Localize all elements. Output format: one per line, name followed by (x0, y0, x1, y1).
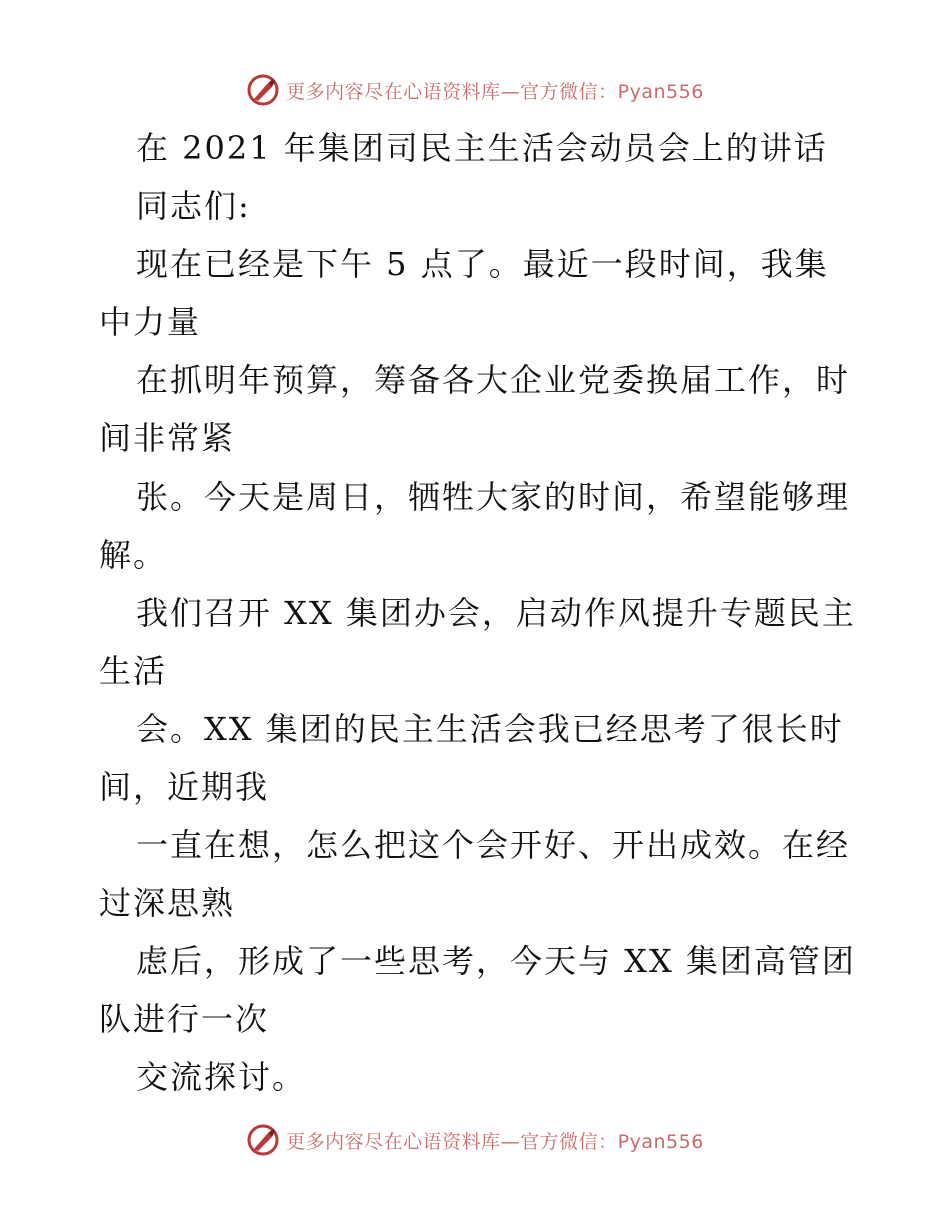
paragraph-line: 现在已经是下午 5 点了。最近一段时间，我集 (136, 245, 829, 283)
header-watermark-banner (0, 70, 950, 110)
paragraph-line: 中力量 (99, 303, 202, 341)
paragraph-line: 解。 (99, 536, 168, 574)
paragraph-line: 张。今天是周日，牺牲大家的时间，希望能够理 (136, 478, 851, 516)
greeting: 同志们: (136, 187, 251, 225)
pen-logo-icon (246, 1123, 280, 1157)
paragraph-line: 间非常紧 (99, 419, 236, 457)
watermark-text: 更多内容尽在心语资料库—官方微信：Pyan556 (286, 1130, 704, 1153)
paragraph-line: 在抓明年预算，筹备各大企业党委换届工作，时 (136, 361, 851, 399)
paragraph-line: 过深思熟 (99, 884, 236, 922)
paragraph-line: 间，近期我 (99, 768, 270, 806)
paragraph-line: 交流探讨。 (136, 1058, 307, 1096)
paragraph-line: 我们召开 XX 集团办会，启动作风提升专题民主 (136, 594, 856, 632)
footer-watermark-banner (0, 1120, 950, 1160)
document-title: 在 2021 年集团司民主生活会动员会上的讲话 (136, 129, 828, 167)
paragraph-line: 一直在想，怎么把这个会开好、开出成效。在经 (136, 826, 851, 864)
paragraph-line: 虑后，形成了一些思考，今天与 XX 集团高管团 (136, 942, 856, 980)
pen-logo-icon (246, 73, 280, 107)
paragraph-line: 会。XX 集团的民主生活会我已经思考了很长时 (136, 710, 844, 748)
watermark-text: 更多内容尽在心语资料库—官方微信：Pyan556 (286, 80, 704, 103)
paragraph-line: 队进行一次 (99, 1000, 270, 1038)
paragraph-line: 生活 (99, 652, 168, 690)
